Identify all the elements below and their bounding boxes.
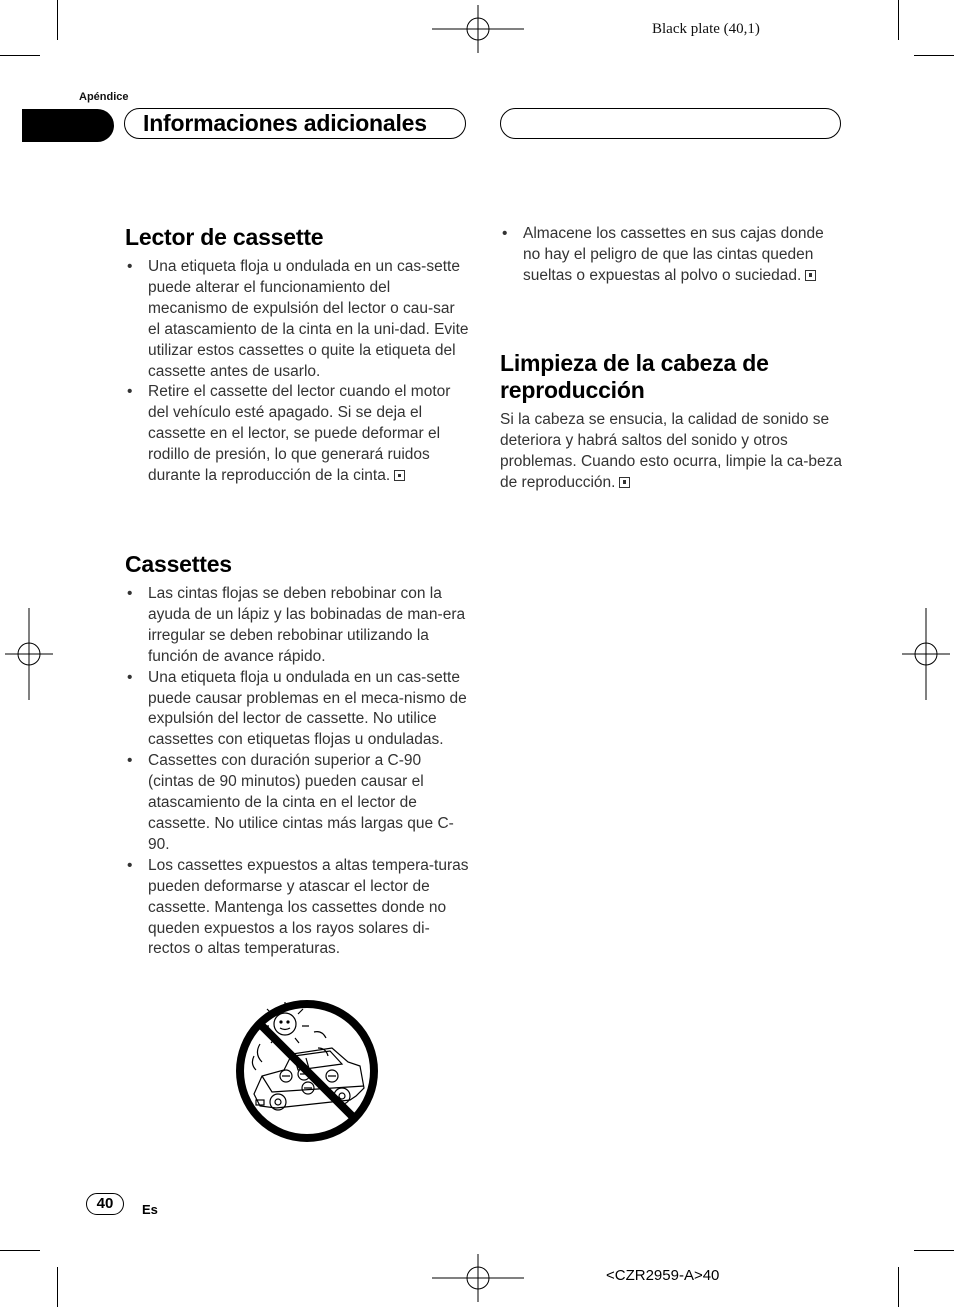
crop-mark — [0, 55, 40, 56]
crop-mark — [914, 55, 954, 56]
list-item: • Almacene los cassettes en sus cajas donde no hay el peligro de que las cintas queden sueltas o expuestas al polvo o suciedad. — [500, 224, 845, 287]
document-code: <CZR2959-A>40 — [606, 1267, 720, 1284]
page-number: 40 — [86, 1193, 124, 1215]
storage-list — [500, 224, 845, 287]
list-item: • Cassettes con duración superior a C-90 (cintas de 90 minutos) pueden causar el atascamiento de la cinta en el lector de cassette. No utilice cintas más largas que C-90. — [125, 751, 470, 856]
section-title: Informaciones adicionales — [143, 110, 427, 136]
registration-mark — [5, 608, 53, 700]
section-title-pill — [124, 108, 466, 139]
crop-mark — [57, 0, 58, 40]
cassettes-heading: Cassettes — [125, 551, 232, 577]
registration-mark — [902, 608, 950, 700]
crop-mark — [914, 1250, 954, 1251]
end-mark-icon — [394, 470, 405, 481]
limpieza-section — [500, 350, 845, 494]
end-mark-icon — [805, 270, 816, 281]
section-tab — [22, 109, 114, 142]
limpieza-body: Si la cabeza se ensucia, la calidad de sonido se deteriora y habrá saltos del sonido y otros problemas. Cuando esto ocurra, limpie la ca-beza de reproducción. — [500, 411, 843, 491]
section-label: Apéndice — [79, 91, 129, 103]
crop-mark — [898, 0, 899, 40]
crop-mark — [898, 1267, 899, 1307]
list-item: • Retire el cassette del lector cuando el motor del vehículo esté apagado. Si se deja el cassette en el lector, se puede deformar el rodillo de presión, lo que generará ruidos durante la reproducción de la cinta. — [125, 382, 470, 487]
lector-list — [125, 257, 470, 487]
storage-section — [500, 224, 845, 287]
list-item: • Los cassettes expuestos a altas tempera-turas pueden deformarse y atascar el lector de cassette. Mantenga los cassettes donde no queden expuestos a los rayos solares di-rectos o altas temperaturas. — [125, 856, 470, 961]
limpieza-heading: Limpieza de la cabeza de reproducción — [500, 350, 769, 403]
plate-label: Black plate (40,1) — [652, 21, 760, 37]
crop-mark — [57, 1267, 58, 1307]
registration-mark — [432, 5, 524, 53]
registration-mark — [432, 1254, 524, 1302]
list-item: • Una etiqueta floja u ondulada en un cas-sette puede alterar el funcionamiento del mecanismo de expulsión del lector o cau-sar el atascamiento de la cinta en la uni-dad. Evite utilizar estos cassettes o quite la etiqueta del cassette antes de usarlo. — [125, 257, 470, 382]
no-sun-car-prohibition-icon — [232, 996, 382, 1146]
list-item: • Las cintas flojas se deben rebobinar con la ayuda de un lápiz y las bobinadas de man-era irregular se deben rebobinar utilizando la función de avance rápido. — [125, 584, 470, 668]
crop-mark — [0, 1250, 40, 1251]
cassettes-section — [125, 551, 470, 960]
cassettes-list — [125, 584, 470, 960]
end-mark-icon — [619, 477, 630, 488]
empty-title-pill — [500, 108, 841, 139]
lector-heading: Lector de cassette — [125, 224, 324, 250]
lector-section — [125, 224, 470, 487]
list-item: • Una etiqueta floja u ondulada en un cas-sette puede causar problemas en el meca-nismo de expulsión del lector de cassette. No utilice cassettes con etiquetas flojas u onduladas. — [125, 668, 470, 752]
language-label: Es — [142, 1202, 158, 1217]
